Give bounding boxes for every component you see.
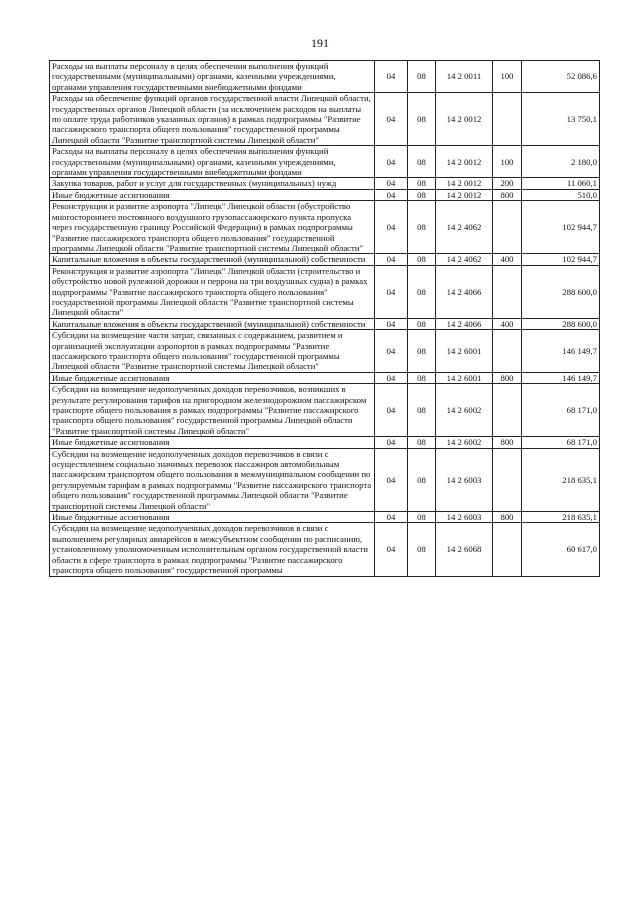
row-name: Реконструкция и развитие аэропорта "Липецк" Липецкой области (обустройство многостороннего постоянного воздушного грузопассажирского пункта пропуска через государственную границу Российской Федерации) в рамках подпрограммы "Развитие пассажирского транспорта общего пользования" государственной программы Липецкой области "Развитие транспортной системы Липецкой области": [50, 201, 375, 254]
row-subsection: 08: [408, 178, 436, 189]
row-amount: 288 600,0: [522, 318, 600, 329]
row-expense-type: [493, 448, 522, 511]
row-amount: 510,0: [522, 189, 600, 200]
row-target-code: 14 2 6002: [436, 437, 493, 448]
table-row: [50, 437, 600, 448]
row-name: Субсидии на возмещение недополученных доходов перевозчиков, возникших в результате регулирования тарифов на пригородном железнодорожном пассажирском транспорте общего пользования в рамках подпрограммы "Развитие пассажирского транспорта общего пользования" государственной программы Липецкой области "Развитие транспортной системы Липецкой области": [50, 384, 375, 437]
row-target-code: 14 2 0012: [436, 178, 493, 189]
row-subsection: 08: [408, 201, 436, 254]
row-subsection: 08: [408, 523, 436, 576]
row-target-code: 14 2 4066: [436, 318, 493, 329]
row-amount: 11 060,1: [522, 178, 600, 189]
row-expense-type: 400: [493, 254, 522, 265]
row-amount: 102 944,7: [522, 254, 600, 265]
row-amount: 288 600,0: [522, 265, 600, 318]
row-target-code: 14 2 6003: [436, 512, 493, 523]
table-row: [50, 448, 600, 511]
row-expense-type: [493, 93, 522, 146]
table-row: [50, 384, 600, 437]
row-section: 04: [375, 265, 408, 318]
row-section: 04: [375, 384, 408, 437]
budget-table: [49, 60, 600, 577]
row-name: Иные бюджетные ассигнования: [50, 372, 375, 383]
row-target-code: 14 2 0012: [436, 189, 493, 200]
row-target-code: 14 2 4066: [436, 265, 493, 318]
row-section: 04: [375, 318, 408, 329]
row-section: 04: [375, 372, 408, 383]
row-subsection: 08: [408, 61, 436, 93]
row-section: 04: [375, 254, 408, 265]
row-amount: 60 617,0: [522, 523, 600, 576]
row-subsection: 08: [408, 93, 436, 146]
row-name: Расходы на выплаты персоналу в целях обеспечения выполнения функций государственными (муниципальными) органами, казенными учреждениями, органами управления государственными внебюджетными фондами: [50, 146, 375, 178]
row-target-code: 14 2 0012: [436, 93, 493, 146]
table-row: [50, 330, 600, 373]
table-row: [50, 523, 600, 576]
row-subsection: 08: [408, 512, 436, 523]
row-amount: 68 171,0: [522, 437, 600, 448]
row-amount: 218 635,1: [522, 448, 600, 511]
row-subsection: 08: [408, 265, 436, 318]
row-name: Субсидии на возмещение недополученных доходов перевозчиков в связи с выполнением регулярных авиарейсов в межсубъектном сообщении по расписанию, установленному уполномоченным исполнительным органом государственной власти области в сфере транспорта в рамках подпрограммы "Развитие пассажирского транспорта общего пользования" государственной программы: [50, 523, 375, 576]
row-name: Иные бюджетные ассигнования: [50, 189, 375, 200]
table-row: [50, 146, 600, 178]
row-name: Субсидии на возмещение части затрат, связанных с содержанием, развитием и организацией эксплуатации аэропортов в рамках подпрограммы "Развитие пассажирского транспорта общего пользования" государственной программы Липецкой области "Развитие транспортной системы Липецкой области": [50, 330, 375, 373]
row-section: 04: [375, 448, 408, 511]
row-target-code: 14 2 4062: [436, 254, 493, 265]
row-section: 04: [375, 189, 408, 200]
row-target-code: 14 2 6001: [436, 372, 493, 383]
row-name: Расходы на выплаты персоналу в целях обеспечения выполнения функций государственными (муниципальными) органами, казенными учреждениями, органами управления государственными внебюджетными фондами: [50, 61, 375, 93]
row-name: Капитальные вложения в объекты государственной (муниципальной) собственности: [50, 254, 375, 265]
row-name: Иные бюджетные ассигнования: [50, 437, 375, 448]
row-subsection: 08: [408, 372, 436, 383]
row-amount: 13 750,1: [522, 93, 600, 146]
row-section: 04: [375, 146, 408, 178]
table-row: [50, 265, 600, 318]
row-target-code: 14 2 6068: [436, 523, 493, 576]
row-amount: 68 171,0: [522, 384, 600, 437]
row-name: Закупка товаров, работ и услуг для государственных (муниципальных) нужд: [50, 178, 375, 189]
row-subsection: 08: [408, 254, 436, 265]
row-subsection: 08: [408, 448, 436, 511]
row-target-code: 14 2 4062: [436, 201, 493, 254]
table-row: [50, 512, 600, 523]
row-expense-type: 800: [493, 372, 522, 383]
row-target-code: 14 2 0011: [436, 61, 493, 93]
table-row: [50, 61, 600, 93]
row-section: 04: [375, 201, 408, 254]
row-expense-type: 100: [493, 61, 522, 93]
table-row: [50, 318, 600, 329]
row-section: 04: [375, 437, 408, 448]
row-expense-type: [493, 201, 522, 254]
row-amount: 146 149,7: [522, 372, 600, 383]
row-expense-type: 400: [493, 318, 522, 329]
row-name: Иные бюджетные ассигнования: [50, 512, 375, 523]
row-section: 04: [375, 93, 408, 146]
row-section: 04: [375, 523, 408, 576]
row-name: Субсидии на возмещение недополученных доходов перевозчиков в связи с осуществлением социально значимых перевозок пассажиров автомобильным пассажирским транспортом общего пользования в межмуниципальном сообщении по регулируемым тарифам в рамках подпрограммы "Развитие пассажирского транспорта общего пользования" государственной программы Липецкой области "Развитие транспортной системы Липецкой области": [50, 448, 375, 511]
row-amount: 102 944,7: [522, 201, 600, 254]
row-section: 04: [375, 512, 408, 523]
row-expense-type: [493, 523, 522, 576]
row-expense-type: [493, 384, 522, 437]
table-row: [50, 254, 600, 265]
row-amount: 146 149,7: [522, 330, 600, 373]
page-number: 191: [311, 36, 329, 50]
row-expense-type: 200: [493, 178, 522, 189]
row-expense-type: [493, 330, 522, 373]
table-row: [50, 189, 600, 200]
row-section: 04: [375, 61, 408, 93]
row-name: Капитальные вложения в объекты государственной (муниципальной) собственности: [50, 318, 375, 329]
row-target-code: 14 2 6002: [436, 384, 493, 437]
row-amount: 218 635,1: [522, 512, 600, 523]
table-row: [50, 93, 600, 146]
row-target-code: 14 2 6001: [436, 330, 493, 373]
row-subsection: 08: [408, 437, 436, 448]
row-expense-type: [493, 265, 522, 318]
row-section: 04: [375, 330, 408, 373]
row-subsection: 08: [408, 146, 436, 178]
row-amount: 52 086,6: [522, 61, 600, 93]
row-expense-type: 800: [493, 189, 522, 200]
table-row: [50, 201, 600, 254]
row-subsection: 08: [408, 189, 436, 200]
row-section: 04: [375, 178, 408, 189]
row-subsection: 08: [408, 330, 436, 373]
row-target-code: 14 2 0012: [436, 146, 493, 178]
row-subsection: 08: [408, 384, 436, 437]
row-expense-type: 100: [493, 146, 522, 178]
row-subsection: 08: [408, 318, 436, 329]
row-name: Расходы на обеспечение функций органов государственной власти Липецкой области, государственных органов Липецкой области (за исключением расходов на выплаты по оплате труда работников указанных органов) в рамках подпрограммы "Развитие пассажирского транспорта общего пользования" государственной программы Липецкой области "Развитие транспортной системы Липецкой области": [50, 93, 375, 146]
row-expense-type: 800: [493, 437, 522, 448]
row-target-code: 14 2 6003: [436, 448, 493, 511]
table-row: [50, 372, 600, 383]
row-name: Реконструкция и развитие аэропорта "Липецк" Липецкой области (строительство и обустройство новой рулежной дорожки и перрона на три воздушных судна) в рамках подпрограммы "Развитие пассажирского транспорта общего пользования" государственной программы Липецкой области "Развитие транспортной системы Липецкой области": [50, 265, 375, 318]
row-expense-type: 800: [493, 512, 522, 523]
table-row: [50, 178, 600, 189]
row-amount: 2 180,0: [522, 146, 600, 178]
